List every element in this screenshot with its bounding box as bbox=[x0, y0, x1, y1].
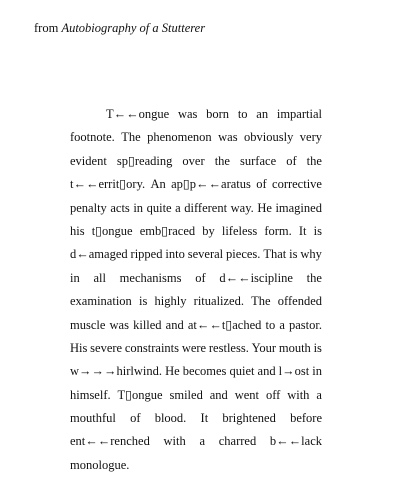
word: penalty bbox=[70, 200, 107, 215]
word: quiet bbox=[229, 364, 255, 379]
word: imagined bbox=[275, 200, 322, 215]
word: was bbox=[109, 317, 129, 332]
word: smiled bbox=[169, 387, 203, 402]
word: T←←ongue bbox=[106, 107, 170, 121]
source-prefix: from bbox=[34, 21, 59, 35]
source-header bbox=[34, 20, 205, 36]
word: brightened bbox=[222, 411, 276, 426]
word: footnote. bbox=[70, 130, 115, 145]
word: An bbox=[150, 177, 166, 192]
word: is bbox=[313, 340, 322, 355]
word: himself. bbox=[70, 387, 111, 402]
word: becomes bbox=[182, 364, 227, 379]
word: several bbox=[187, 247, 224, 262]
word: pieces. bbox=[226, 247, 261, 262]
word: t▯ongue bbox=[91, 223, 133, 238]
word: went bbox=[234, 387, 260, 402]
word: in bbox=[312, 364, 322, 379]
text-line bbox=[70, 314, 322, 337]
text-line bbox=[70, 430, 322, 453]
word: into bbox=[165, 247, 185, 262]
word: the bbox=[306, 270, 322, 285]
word: The bbox=[251, 294, 271, 309]
word: monologue. bbox=[70, 457, 130, 472]
word: an bbox=[256, 107, 269, 121]
word: acts bbox=[110, 200, 130, 215]
word: T▯ongue bbox=[117, 387, 163, 402]
word: the bbox=[306, 153, 322, 168]
word: of bbox=[286, 153, 297, 168]
word: of bbox=[130, 411, 141, 426]
word: highly bbox=[154, 294, 187, 309]
word: d←amaged bbox=[70, 247, 128, 262]
word: form. bbox=[264, 223, 292, 238]
word: sp▯reading bbox=[116, 153, 173, 168]
word: pastor. bbox=[289, 317, 322, 332]
word: It bbox=[298, 223, 307, 238]
word: way. bbox=[230, 200, 254, 215]
word: to bbox=[265, 317, 276, 332]
word: of bbox=[195, 270, 206, 285]
text-line bbox=[70, 173, 322, 196]
word: ap▯p←←aratus bbox=[171, 177, 251, 192]
text-line bbox=[70, 290, 322, 313]
word: of bbox=[256, 177, 267, 192]
word: with bbox=[287, 387, 310, 402]
word: charred bbox=[218, 434, 257, 449]
word: in bbox=[70, 270, 80, 285]
word: to bbox=[237, 107, 248, 121]
word: He bbox=[165, 364, 180, 379]
word: was bbox=[177, 107, 198, 121]
word: very bbox=[299, 130, 322, 145]
word: t←←errit▯ory. bbox=[70, 177, 146, 192]
text-line bbox=[70, 267, 322, 290]
word: by bbox=[202, 223, 215, 238]
word: emb▯raced bbox=[139, 223, 196, 238]
word: offended bbox=[277, 294, 322, 309]
word: evident bbox=[70, 153, 107, 168]
word: He bbox=[257, 200, 272, 215]
word: corrective bbox=[272, 177, 322, 192]
word: the bbox=[214, 153, 230, 168]
word: in bbox=[133, 200, 144, 215]
word: Your bbox=[251, 340, 277, 355]
text-line bbox=[70, 407, 322, 430]
word: mouthful bbox=[70, 411, 116, 426]
word: born bbox=[206, 107, 230, 121]
word: why bbox=[300, 247, 322, 262]
word: killed bbox=[133, 317, 162, 332]
word: and bbox=[257, 364, 276, 379]
word: mechanisms bbox=[119, 270, 182, 285]
word: It bbox=[200, 411, 209, 426]
word: b←←lack bbox=[269, 434, 322, 449]
word: is bbox=[313, 223, 322, 238]
word: His bbox=[70, 340, 88, 355]
word: impartial bbox=[276, 107, 322, 121]
word: obviously bbox=[244, 130, 294, 145]
word: all bbox=[93, 270, 106, 285]
word: a bbox=[279, 317, 285, 332]
word: constraints bbox=[124, 340, 180, 355]
word: is bbox=[138, 294, 148, 309]
word: a bbox=[199, 434, 206, 449]
word: surface bbox=[240, 153, 277, 168]
word: w→→→hirlwind. bbox=[70, 364, 163, 379]
word: different bbox=[184, 200, 228, 215]
text-line bbox=[70, 384, 322, 407]
word: examination bbox=[70, 294, 132, 309]
word: over bbox=[182, 153, 205, 168]
word: The bbox=[121, 130, 141, 145]
text-line bbox=[70, 126, 322, 149]
word: phenomenon bbox=[147, 130, 212, 145]
word: is bbox=[289, 247, 298, 262]
word: muscle bbox=[70, 317, 106, 332]
word: l→ost bbox=[278, 364, 310, 379]
word: at←←t▯ached bbox=[187, 317, 262, 332]
word: ripped bbox=[130, 247, 163, 262]
word: d←←iscipline bbox=[219, 270, 293, 285]
text-line bbox=[70, 197, 322, 220]
word: lifeless bbox=[221, 223, 258, 238]
word: blood. bbox=[154, 411, 187, 426]
text-line bbox=[70, 150, 322, 173]
word: before bbox=[290, 411, 322, 426]
word: a bbox=[316, 387, 322, 402]
word: with bbox=[163, 434, 186, 449]
word: and bbox=[209, 387, 228, 402]
word: restless. bbox=[208, 340, 249, 355]
word: were bbox=[181, 340, 207, 355]
word: a bbox=[175, 200, 181, 215]
word: That bbox=[263, 247, 287, 262]
text-line bbox=[70, 103, 322, 126]
word: ritualized. bbox=[193, 294, 244, 309]
source-title: Autobiography of a Stutterer bbox=[61, 21, 206, 35]
word: ent←←renched bbox=[70, 434, 150, 449]
word: severe bbox=[90, 340, 123, 355]
text-line bbox=[70, 454, 322, 477]
text-line bbox=[70, 220, 322, 243]
word: his bbox=[70, 223, 85, 238]
poem-body bbox=[70, 103, 322, 477]
word: and bbox=[165, 317, 184, 332]
word: quite bbox=[146, 200, 172, 215]
word: was bbox=[218, 130, 238, 145]
text-line bbox=[70, 243, 322, 266]
text-line bbox=[70, 360, 322, 383]
word: mouth bbox=[278, 340, 311, 355]
word: off bbox=[265, 387, 281, 402]
text-line bbox=[70, 337, 322, 360]
